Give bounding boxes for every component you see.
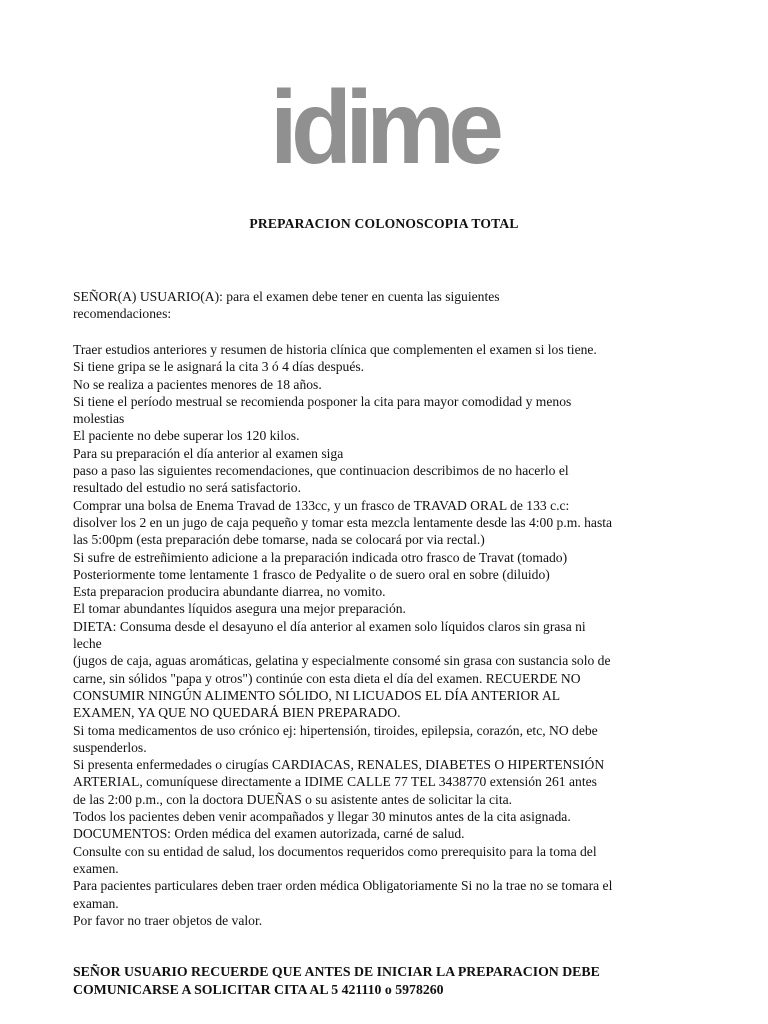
body-line: ARTERIAL, comuníquese directamente a IDIME CALLE 77 TEL 3438770 extensión 261 antes	[73, 774, 597, 790]
body-line: resultado del estudio no será satisfactorio.	[73, 480, 302, 496]
body-line: Comprar una bolsa de Enema Travad de 133cc, y un frasco de TRAVAD ORAL de 133 c.c:	[73, 497, 570, 513]
body-line: El tomar abundantes líquidos asegura una mejor preparación.	[73, 601, 406, 617]
body-line: examan.	[73, 895, 119, 911]
body-line: molestias	[73, 411, 125, 427]
footer-line: COMUNICARSE A SOLICITAR CITA AL 5 421110 o 5978260	[73, 982, 444, 997]
body-line: Traer estudios anteriores y resumen de historia clínica que complementen el examen si los tiene.	[73, 342, 597, 357]
body-line: Si presenta enfermedades o cirugías CARDIACAS, RENALES, DIABETES O HIPERTENSIÓN	[73, 757, 605, 773]
body-line: Si toma medicamentos de uso crónico ej: hipertensión, tiroides, epilepsia, corazón, etc, NO debe	[73, 722, 598, 738]
idime-logo: idime	[270, 70, 498, 186]
body-line: las 5:00pm (esta preparación debe tomarse, nada se colocará por via rectal.)	[73, 532, 485, 548]
body-line: carne, sin sólidos "papa y otros") continúe con esta dieta el día del examen. RECUERDE NO	[73, 670, 581, 686]
body-line: examen.	[73, 860, 119, 876]
body-line: Posteriormente tome lentamente 1 frasco de Pedyalite o de suero oral en sobre (diluido)	[73, 566, 550, 582]
body-line: DIETA: Consuma desde el desayuno el día anterior al examen solo líquidos claros sin grasa ni	[73, 618, 586, 634]
body-line: Para su preparación el día anterior al examen siga	[73, 445, 344, 461]
body-line: Si tiene el período mestrual se recomienda posponer la cita para mayor comodidad y menos	[73, 393, 572, 409]
body-line: CONSUMIR NINGÚN ALIMENTO SÓLIDO, NI LICUADOS EL DÍA ANTERIOR AL	[73, 687, 561, 703]
body-line: Si sufre de estreñimiento adicione a la preparación indicada otro frasco de Travat (tomado)	[73, 549, 568, 565]
footer-notice	[73, 963, 713, 999]
body-line: Por favor no traer objetos de valor.	[73, 912, 263, 928]
greeting-paragraph	[73, 288, 633, 323]
body-line: Para pacientes particulares deben traer orden médica Obligatoriamente Si no la trae no se tomara el	[73, 878, 613, 894]
footer-line: SEÑOR USUARIO RECUERDE QUE ANTES DE INICIAR LA PREPARACION DEBE	[73, 964, 600, 979]
body-line: paso a paso las siguientes recomendaciones, que continuacion describimos de no hacerlo el	[73, 463, 569, 479]
body-line: Todos los pacientes deben venir acompañados y llegar 30 minutos antes de la cita asignada.	[73, 809, 571, 825]
body-line: EXAMEN, YA QUE NO QUEDARÁ BIEN PREPARADO.	[73, 705, 401, 721]
body-line: suspenderlos.	[73, 739, 147, 755]
body-line: Esta preparacion producira abundante diarrea, no vomito.	[73, 584, 386, 600]
body-line: leche	[73, 636, 102, 652]
body-line: (jugos de caja, aguas aromáticas, gelatina y especialmente consomé sin grasa con sustancia solo de	[73, 653, 611, 669]
body-line: Si tiene gripa se le asignará la cita 3 ó 4 días después.	[73, 359, 365, 375]
body-line: disolver los 2 en un jugo de caja pequeño y tomar esta mezcla lentamente desde las 4:00 p.m. hasta	[73, 514, 613, 530]
document-title: PREPARACION COLONOSCOPIA TOTAL	[249, 216, 519, 231]
body-line: DOCUMENTOS: Orden médica del examen autorizada, carné de salud.	[73, 826, 465, 842]
body-line: Consulte con su entidad de salud, los documentos requeridos como prerequisito para la toma del	[73, 843, 597, 859]
body-line: de las 2:00 p.m., con la doctora DUEÑAS o su asistente antes de solicitar la cita.	[73, 791, 513, 807]
greeting-line: recomendaciones:	[73, 306, 172, 322]
body-line: No se realiza a pacientes menores de 18 años.	[73, 376, 322, 392]
body-line: El paciente no debe superar los 120 kilos.	[73, 428, 300, 444]
instructions-body	[73, 341, 698, 929]
greeting-line: SEÑOR(A) USUARIO(A): para el examen debe tener en cuenta las siguientes	[73, 289, 500, 304]
